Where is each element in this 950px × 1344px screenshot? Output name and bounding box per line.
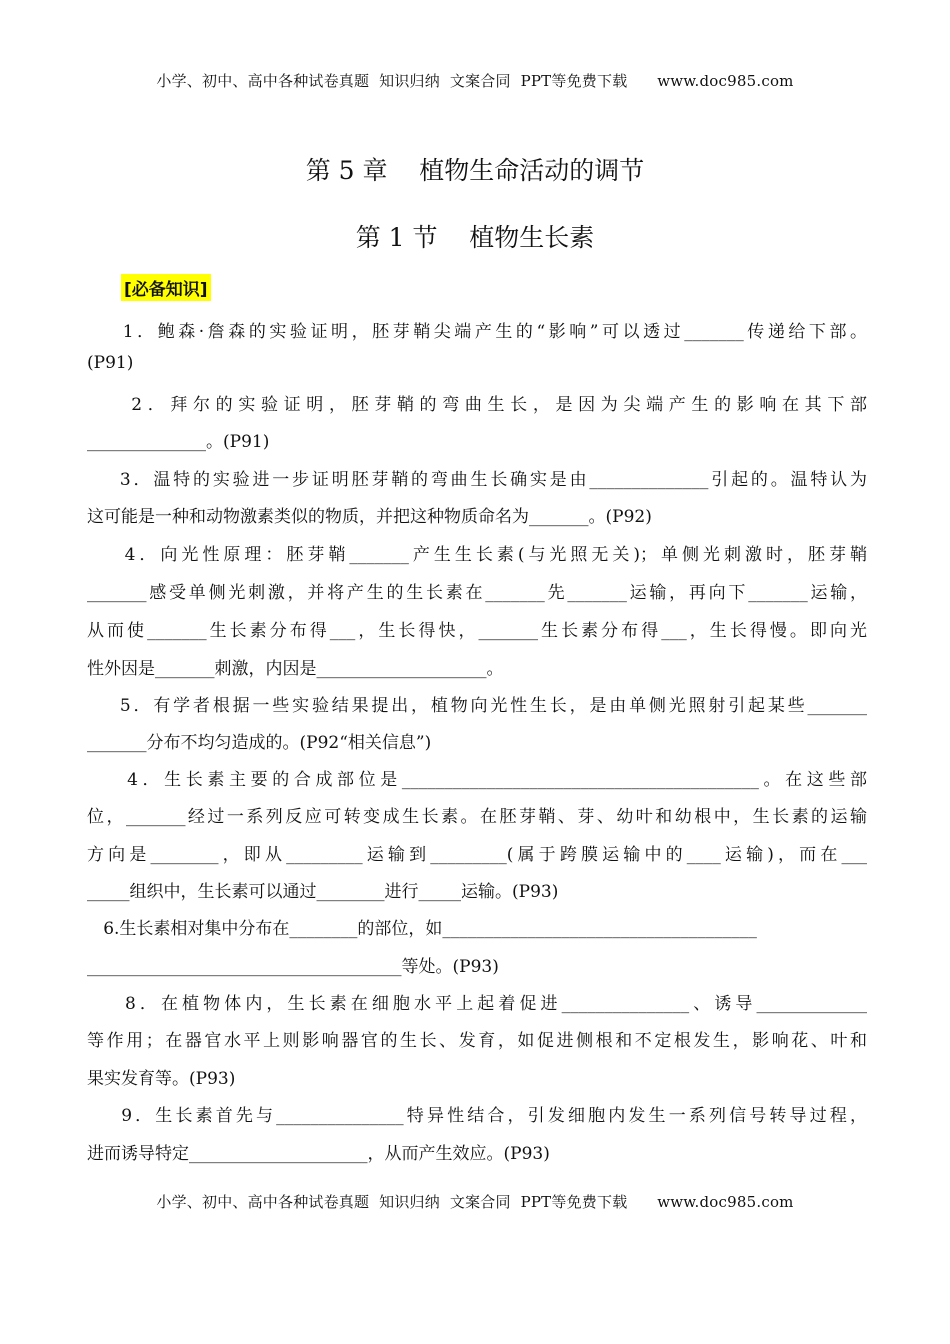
text-line: (P91) bbox=[87, 353, 134, 373]
text-line: 等作用；在器官水平上则影响器官的生长、发育，如促进侧根和不定根发生，影响花、叶和 bbox=[87, 1031, 867, 1051]
text-line: 3．温特的实验进一步证明胚芽鞘的弯曲生长确实是由______________引起的。温特认为 bbox=[87, 470, 867, 490]
text-line: _______感受单侧光刺激，并将产生的生长素在_______先_______运输，再向下_______运输， bbox=[87, 583, 867, 603]
text-line: 果实发育等。(P93) bbox=[87, 1069, 236, 1089]
text-line: 8．在植物体内，生长素在细胞水平上起着促进_______________、诱导_____________ bbox=[87, 994, 867, 1014]
text-line: 位，_______经过一系列反应可转变成生长素。在胚芽鞘、芽、幼叶和幼根中，生长素的运输 bbox=[87, 807, 867, 827]
text-line: ______________。(P91) bbox=[87, 432, 270, 452]
page-header: 小学、初中、高中各种试卷真题 知识归纳 文案合同 PPT等免费下载 www.doc985.com bbox=[156, 72, 794, 90]
text-line: _____________________________________等处。(P93) bbox=[87, 957, 499, 977]
required-knowledge-badge: [必备知识] bbox=[121, 274, 211, 301]
text-line: 1．鲍森·詹森的实验证明，胚芽鞘尖端产生的“影响”可以透过_______传递给下部。 bbox=[87, 322, 867, 342]
chapter-title: 第 5 章 植物生命活动的调节 bbox=[305, 156, 645, 185]
text-line: 4．向光性原理：胚芽鞘_______产生生长素(与光照无关)；单侧光刺激时，胚芽鞘 bbox=[87, 545, 867, 565]
text-line: _____组织中，生长素可以通过________进行_____运输。(P93) bbox=[87, 882, 559, 902]
text-line: 2．拜尔的实验证明，胚芽鞘的弯曲生长，是因为尖端产生的影响在其下部 bbox=[87, 395, 867, 415]
text-line: 性外因是_______刺激，内因是____________________。 bbox=[87, 659, 504, 679]
text-line: 进而诱导特定_____________________，从而产生效应。(P93) bbox=[87, 1144, 550, 1164]
text-line: 方向是________，即从_________运输到_________(属于跨膜运输中的____运输)，而在___ bbox=[87, 845, 867, 865]
text-line: 从而使_______生长素分布得___，生长得快，_______生长素分布得___，生长得慢。即向光 bbox=[87, 621, 867, 641]
text-line: _______分布不均匀造成的。(P92“相关信息”) bbox=[87, 733, 432, 753]
text-line: 6.生长素相对集中分布在________的部位，如_____________________________________ bbox=[87, 919, 757, 939]
text-line: 4．生长素主要的合成部位是__________________________________________。在这些部 bbox=[87, 770, 867, 790]
page-footer: 小学、初中、高中各种试卷真题 知识归纳 文案合同 PPT等免费下载 www.doc985.com bbox=[156, 1193, 794, 1211]
text-line: 9．生长素首先与_______________特异性结合，引发细胞内发生一系列信号转导过程， bbox=[87, 1106, 867, 1126]
text-line: 这可能是一种和动物激素类似的物质，并把这种物质命名为_______。(P92) bbox=[87, 507, 652, 527]
section-title: 第 1 节 植物生长素 bbox=[355, 223, 595, 252]
text-line: 5．有学者根据一些实验结果提出，植物向光性生长，是由单侧光照射引起某些_______ bbox=[87, 696, 867, 716]
